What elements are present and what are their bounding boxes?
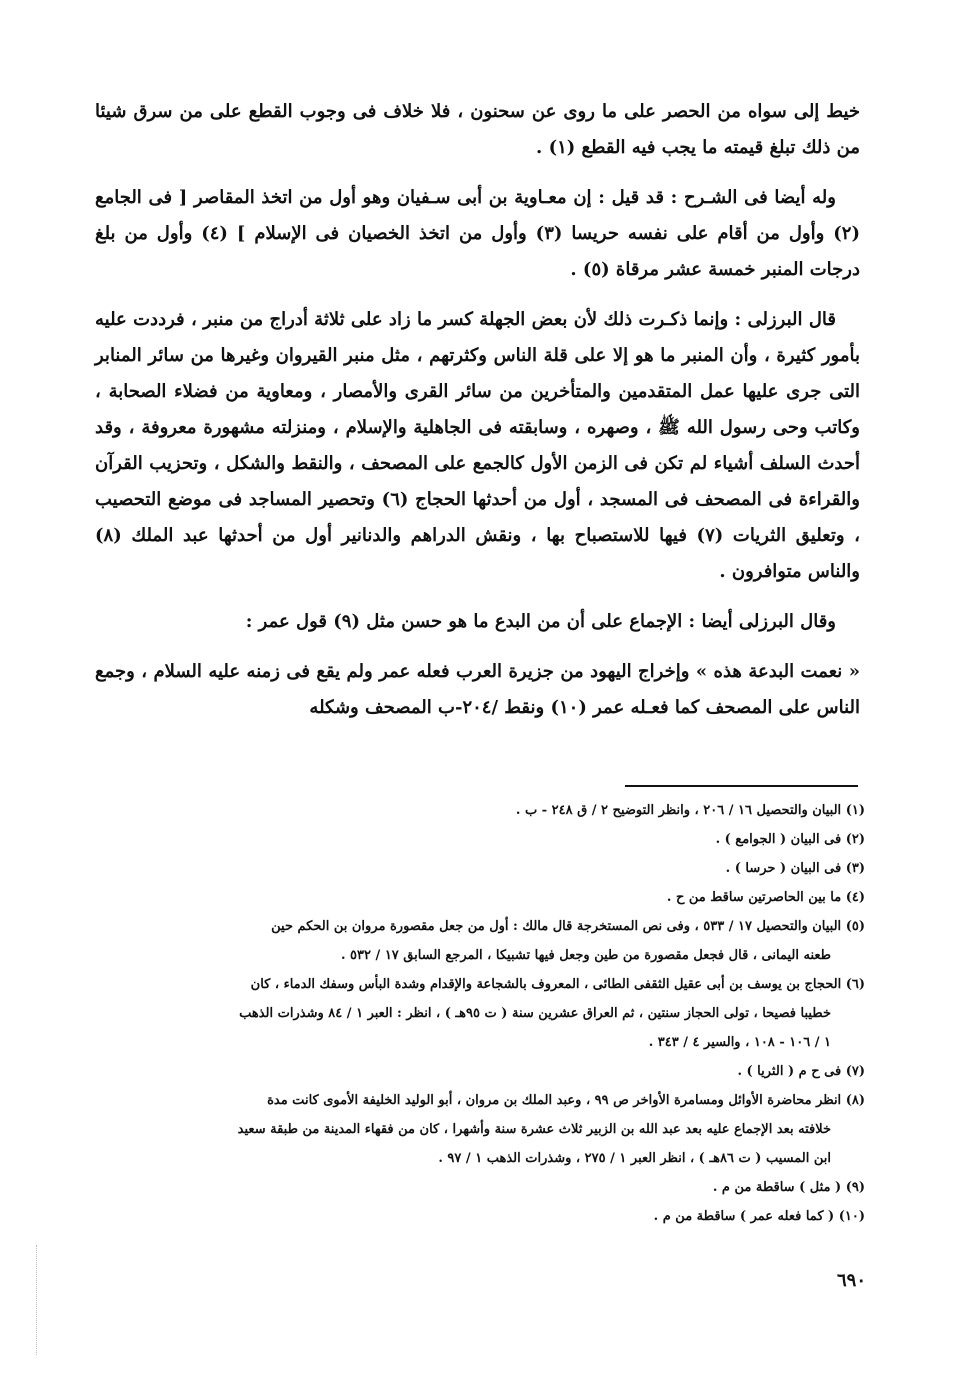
footnote-divider: [625, 785, 858, 787]
footnote-continuation: خلافته بعد الإجماع عليه بعد عبد الله بن الزبير ثلاث عشرة سنة وأشهرا ، كان من فقهاء المدينة من طبقة سعيد: [237, 1122, 831, 1137]
page-number: ٦٩٠: [836, 1270, 866, 1291]
footnote: (٦) الحجاج بن يوسف بن أبى عقيل الثقفى الطائى ، المعروف بالشجاعة والإقدام وشدة البأس وسفك الدماء ، كان: [250, 977, 865, 992]
footnote-continuation: خطيبا فصيحا ، تولى الحجاز سنتين ، ثم العراق عشرين سنة ( ت ٩٥هـ ) ، انظر : العبر ١ / ٨٤ وشذرات الذهب: [239, 1006, 831, 1021]
footnote-continuation: ابن المسيب ( ت ٨٦هـ ) ، انظر العبر ١ / ٢٧٥ ، وشذرات الذهب ١ / ٩٧ .: [438, 1151, 831, 1166]
main-text: [95, 94, 860, 740]
body-paragraph-5: « نعمت البدعة هذه » وإخراج اليهود من جزيرة العرب فعله عمر ولم يقع فى زمنه عليه السلام ، وجمع الناس على المصحف كما فعـله عمر (١٠) ونقط /٢٠٤-ب المصحف وشكله: [95, 661, 860, 718]
footnote: (٤) ما بين الحاصرتين ساقط من ح .: [666, 890, 865, 905]
body-paragraph-4: وقال البرزلى أيضا : الإجماع على أن من البدع ما هو حسن مثل (٩) قول عمر :: [245, 611, 836, 632]
scan-margin-mark: [36, 1245, 39, 1355]
footnote: (١) البيان والتحصيل ١٦ / ٢٠٦ ، وانظر التوضيح ٢ / ق ٢٤٨ - ب .: [515, 803, 865, 818]
footnote: (٥) البيان والتحصيل ١٧ / ٥٣٣ ، وفى نص المستخرجة قال مالك : أول من جعل مقصورة مروان بن الحكم حين: [271, 919, 865, 934]
footnote: (٨) انظر محاضرة الأوائل ومسامرة الأواخر ص ٩٩ ، وعبد الملك بن مروان ، أبو الوليد الخليفة الأموى كانت مدة: [267, 1093, 865, 1108]
body-paragraph-2: وله أيضا فى الشـرح : قد قيل : إن معـاوية بن أبى سـفيان وهو أول من اتخذ المقاصر [ فى الجامع (٢) وأول من أقام على نفسه حريسا (٣) وأول من اتخذ الخصيان فى الإسلام ] (٤) وأول من بلغ درجات المنبر خمسة عشر مرقاة (٥) .: [95, 187, 860, 280]
footnote: (١٠) ( كما فعله عمر ) ساقطة من م .: [653, 1209, 865, 1224]
footnote-continuation: طعنه اليمانى ، قال فجعل مقصورة من طين وجعل فيها تشبيكا ، المرجع السابق ١٧ / ٥٣٢ .: [340, 948, 831, 963]
footnotes-section: [95, 796, 865, 1231]
footnote: (٧) فى ح م ( الثريا ) .: [737, 1064, 865, 1079]
body-paragraph-1: خيط إلى سواه من الحصر على ما روى عن سحنون ، فلا خلاف فى وجوب القطع على من سرق شيئا من ذلك تبلغ قيمته ما يجب فيه القطع (١) .: [95, 101, 860, 158]
footnote: (٩) ( مثل ) ساقطة من م .: [712, 1180, 865, 1195]
footnote: (٣) فى البيان ( حرسا ) .: [725, 861, 865, 876]
footnote-continuation: ١ / ١٠٦ - ١٠٨ ، والسير ٤ / ٣٤٣ .: [648, 1035, 831, 1050]
footnote: (٢) فى البيان ( الجوامع ) .: [715, 832, 865, 847]
body-paragraph-3: قال البرزلى : وإنما ذكـرت ذلك لأن بعض الجهلة كسر ما زاد على ثلاثة أدراج من منبر ، فرددت عليه بأمور كثيرة ، وأن المنبر ما هو إلا على قلة الناس وكثرتهم ، مثل منبر القيروان وغيرها من سائر المنابر التى جرى عليها عمل المتقدمين والمتأخرين من سائر القرى والأمصار ، ومعاوية من فضلاء الصحابة ، وكاتب وحى رسول الله ﷺ ، وصهره ، وسابقته فى الجاهلية والإسلام ، ومنزلته مشهورة معروفة ، وقد أحدث السلف أشياء لم تكن فى الزمن الأول كالجمع على المصحف ، والنقط والشكل ، وتحزيب القرآن والقراءة فى المصحف فى المسجد ، أول من أحدثها الحجاج (٦) وتحصير المساجد فى موضع التحصيب ، وتعليق الثريات (٧) فيها للاستصباح بها ، ونقش الدراهم والدنانير أول من أحدثها عبد الملك (٨) والناس متوافرون .: [95, 309, 860, 582]
